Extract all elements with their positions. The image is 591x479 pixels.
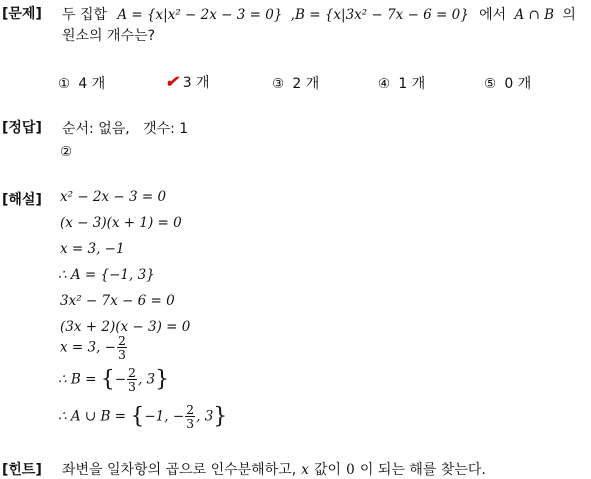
set-b: B = {x|3x² − 7x − 6 = 0} bbox=[295, 7, 469, 23]
choice-2[interactable] bbox=[165, 72, 210, 92]
line-9-suffix: , 3 bbox=[196, 408, 214, 425]
choice-1[interactable] bbox=[58, 73, 105, 93]
frac-num: 2 bbox=[118, 333, 126, 348]
solution-line-9 bbox=[58, 403, 227, 430]
solution-line-8 bbox=[58, 366, 169, 393]
choice-4-marker: ④ bbox=[378, 76, 391, 92]
solution-line-3: x = 3, −1 bbox=[60, 241, 125, 257]
choice-1-label: 4 개 bbox=[78, 76, 106, 92]
hint-text bbox=[62, 459, 486, 479]
brace-close: } bbox=[155, 367, 170, 392]
choice-3[interactable] bbox=[272, 73, 319, 93]
fraction bbox=[185, 403, 195, 430]
line-9-mid: −1, − bbox=[144, 408, 185, 425]
solution-line-6: (3x + 2)(x − 3) = 0 bbox=[60, 319, 191, 335]
brace-open: { bbox=[130, 404, 145, 429]
solution-line-5: 3x² − 7x − 6 = 0 bbox=[60, 293, 175, 309]
hint-var: x bbox=[301, 462, 309, 478]
problem-line-1 bbox=[62, 4, 576, 24]
choice-3-label: 2 개 bbox=[292, 76, 320, 92]
hint-zero: 0 bbox=[346, 462, 355, 478]
frac-den: 3 bbox=[118, 347, 126, 362]
choice-2-label: 3 개 bbox=[182, 75, 210, 91]
solution-line-4: ∴ A = {−1, 3} bbox=[58, 267, 155, 283]
problem-label: [문제] bbox=[2, 6, 42, 22]
solution-line-7 bbox=[60, 334, 128, 361]
hint-mid: 값이 bbox=[314, 462, 342, 478]
minus-sign: − bbox=[114, 371, 127, 388]
fraction bbox=[117, 334, 127, 361]
brace-open: { bbox=[100, 367, 115, 392]
line-9-prefix: ∴ A ∪ B = bbox=[58, 408, 127, 425]
solution-label: [해설] bbox=[2, 192, 42, 208]
problem-suffix: 의 bbox=[562, 7, 576, 23]
solution-line-2: (x − 3)(x + 1) = 0 bbox=[60, 215, 182, 231]
hint-suffix: 이 되는 해를 찾는다. bbox=[359, 462, 486, 478]
check-icon: ✔ bbox=[165, 72, 179, 91]
problem-prefix: 두 집합 bbox=[62, 7, 108, 23]
choice-3-marker: ③ bbox=[272, 76, 285, 92]
frac-num: 2 bbox=[186, 402, 195, 417]
set-a: A = {x|x² − 2x − 3 = 0} bbox=[117, 7, 283, 23]
hint-prefix: 좌변을 일차항의 곱으로 인수분해하고, bbox=[62, 462, 297, 478]
hint-label: [힌트] bbox=[2, 462, 42, 478]
choice-1-marker: ① bbox=[58, 76, 71, 92]
fraction bbox=[127, 366, 137, 393]
intersection: A ∩ B bbox=[514, 7, 555, 23]
solution-line-1: x² − 2x − 3 = 0 bbox=[60, 189, 167, 205]
answer-text: 순서: 없음, 갯수: 1 bbox=[62, 121, 189, 137]
frac-num: 2 bbox=[128, 365, 136, 380]
problem-line-2: 원소의 개수는? bbox=[62, 28, 156, 44]
choice-5-label: 0 개 bbox=[504, 76, 532, 92]
answer-choice: ② bbox=[60, 144, 73, 160]
brace-close: } bbox=[213, 404, 228, 429]
line-7-prefix: x = 3, − bbox=[60, 339, 116, 356]
answer-label: [정답] bbox=[2, 120, 42, 136]
frac-den: 3 bbox=[128, 379, 136, 394]
line-8-suffix: , 3 bbox=[137, 371, 156, 388]
problem-mid: 에서 bbox=[479, 7, 507, 23]
choice-5-marker: ⑤ bbox=[484, 76, 497, 92]
choice-4[interactable] bbox=[378, 73, 425, 93]
line-8-prefix: ∴ B = bbox=[58, 371, 97, 388]
comma: , bbox=[290, 7, 295, 23]
frac-den: 3 bbox=[186, 416, 195, 431]
choice-5[interactable] bbox=[484, 73, 531, 93]
choice-4-label: 1 개 bbox=[398, 76, 426, 92]
